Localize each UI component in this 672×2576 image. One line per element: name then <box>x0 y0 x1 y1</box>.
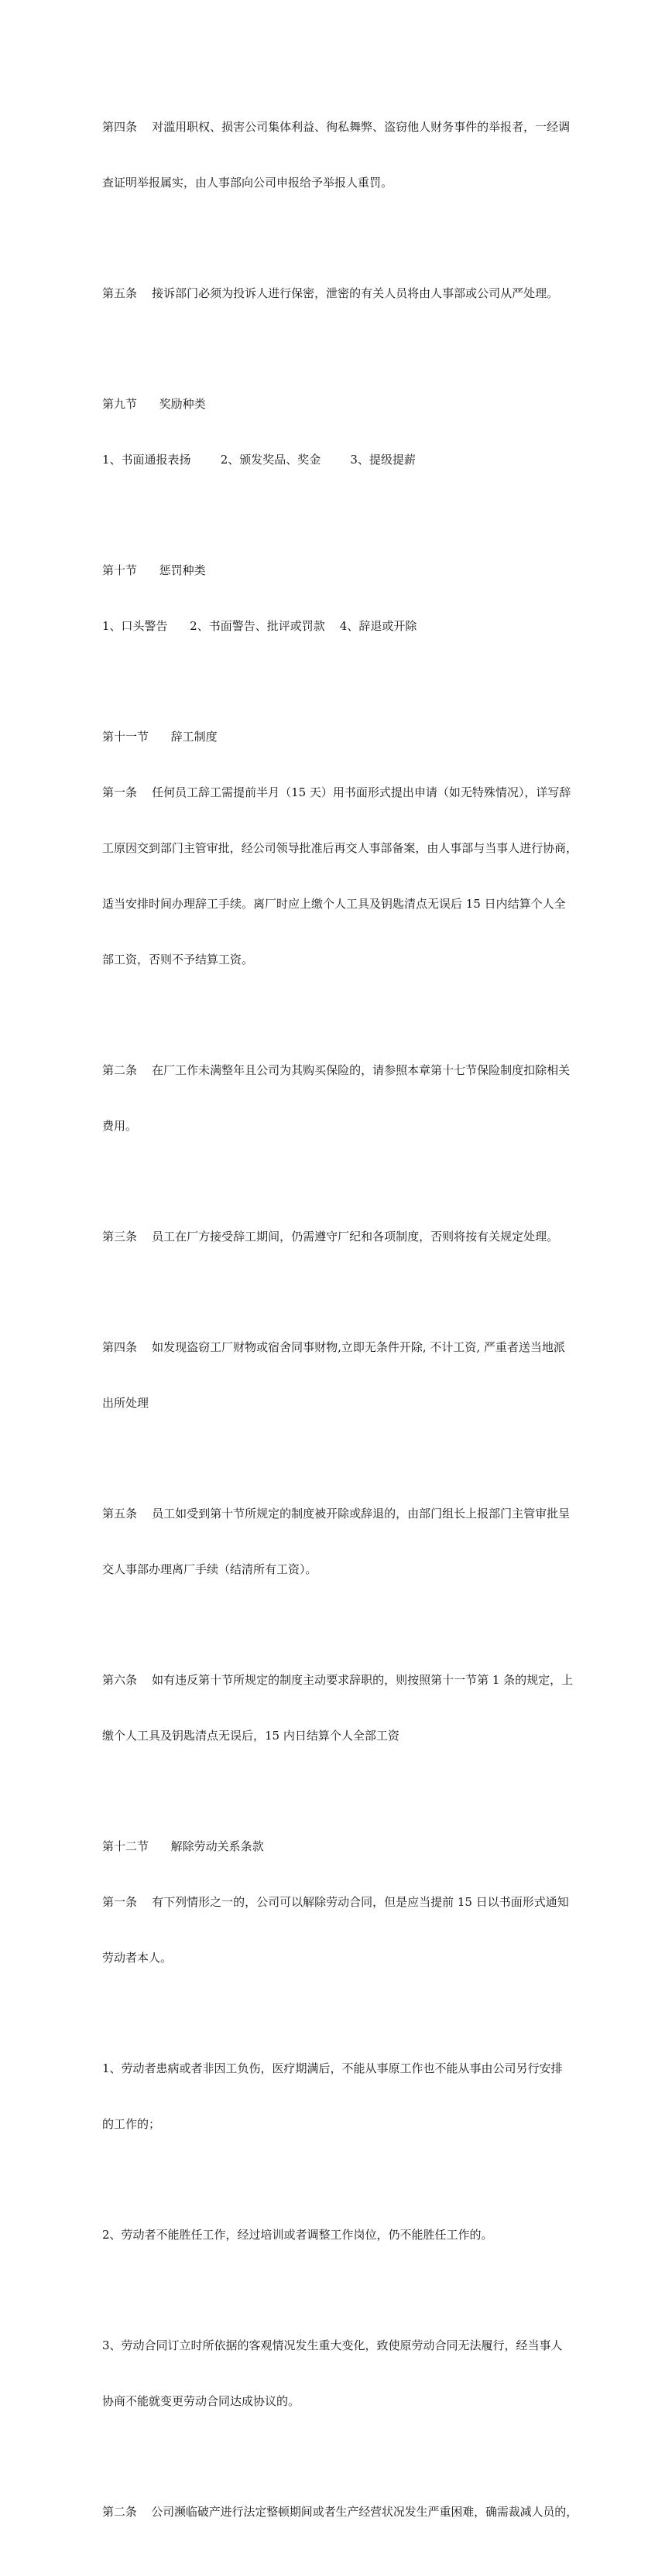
section-heading: 第十节 惩罚种类 <box>102 563 206 577</box>
text-line: 第四条 对滥用职权、损害公司集体利益、徇私舞弊、盗窃他人财务事件的举报者，一经调 <box>102 120 571 134</box>
section-heading: 第十二节 解除劳动关系条款 <box>102 1839 264 1853</box>
article-4-reporting-reward <box>102 80 578 229</box>
text-line: 第四条 如发现盗窃工厂财物或宿舍同事财物,立即无条件开除, 不计工资, 严重者送当地派 <box>102 1340 565 1354</box>
text-line: 第五条 员工如受到第十节所规定的制度被开除或辞退的，由部门组长上报部门主管审批呈 <box>102 1507 571 1521</box>
text-line: 第二条 公司濒临破产进行法定整顿期间或者生产经营状况发生严重困难，确需裁减人员的， <box>102 2505 578 2519</box>
resignation-article-3 <box>102 1190 578 1283</box>
section-9-reward-types <box>102 357 578 506</box>
article-5-confidentiality <box>102 247 578 340</box>
resignation-article-5 <box>102 1467 578 1616</box>
resignation-article-6 <box>102 1634 578 1782</box>
text-line: 1、书面通报表扬 2、颁发奖品、奖金 3、提级提薪 <box>102 453 416 467</box>
text-line: 工原因交到部门主管审批，经公司领导批准后再交人事部备案，由人事部与当事人进行协商， <box>102 841 578 855</box>
text-line: 查证明举报属实，由人事部向公司申报给予举报人重罚。 <box>102 176 393 190</box>
section-heading: 第九节 奖励种类 <box>102 397 206 411</box>
document-page <box>102 80 578 2576</box>
text-line: 费用。 <box>102 1119 138 1133</box>
text-line: 第一条 任何员工辞工需提前半月（15 天）用书面形式提出申请（如无特殊情况），详写辞 <box>102 785 571 799</box>
text-line: 出所处理 <box>102 1396 149 1410</box>
section-heading: 第十一节 辞工制度 <box>102 730 218 744</box>
text-line: 1、劳动者患病或者非因工负伤，医疗期满后，不能从事原工作也不能从事由公司另行安排 <box>102 2061 563 2075</box>
text-line: 1、口头警告 2、书面警告、批评或罚款 4、辞退或开除 <box>102 619 417 633</box>
text-line: 第二条 在厂工作未满整年且公司为其购买保险的，请参照本章第十七节保险制度扣除相关 <box>102 1063 571 1077</box>
text-line: 适当安排时间办理辞工手续。离厂时应上缴个人工具及钥匙清点无误后 15 日内结算个人全 <box>102 897 566 911</box>
text-line: 交人事部办理离厂手续（结清所有工资）。 <box>102 1562 317 1576</box>
text-line: 3、劳动合同订立时所依据的客观情况发生重大变化，致使原劳动合同无法履行，经当事人 <box>102 2338 563 2352</box>
termination-item-1 <box>102 2022 578 2171</box>
resignation-article-2 <box>102 1024 578 1172</box>
text-line: 第五条 接诉部门必须为投诉人进行保密，泄密的有关人员将由人事部或公司从严处理。 <box>102 286 559 300</box>
text-line: 缴个人工具及钥匙清点无误后，15 内日结算个人全部工资 <box>102 1729 399 1743</box>
text-line: 2、劳动者不能胜任工作，经过培训或者调整工作岗位，仍不能胜任工作的。 <box>102 2228 493 2242</box>
section-11-resignation <box>102 690 578 1006</box>
termination-item-2 <box>102 2188 578 2281</box>
text-line: 的工作的； <box>102 2117 161 2131</box>
text-line: 第三条 员工在厂方接受辞工期间，仍需遵守厂纪和各项制度，否则将按有关规定处理。 <box>102 1230 559 1244</box>
text-line: 第六条 如有违反第十节所规定的制度主动要求辞职的，则按照第十一节第 1 条的规定，上 <box>102 1673 574 1687</box>
resignation-article-4 <box>102 1301 578 1449</box>
text-line: 第一条 有下列情形之一的，公司可以解除劳动合同，但是应当提前 15 日以书面形式通知 <box>102 1895 569 1909</box>
section-12-termination <box>102 1800 578 2004</box>
termination-article-2 <box>102 2465 578 2558</box>
text-line: 协商不能就变更劳动合同达成协议的。 <box>102 2394 300 2408</box>
section-10-penalty-types <box>102 524 578 672</box>
text-line: 劳动者本人。 <box>102 1951 173 1965</box>
text-line: 部工资，否则不予结算工资。 <box>102 953 254 966</box>
termination-item-3 <box>102 2299 578 2448</box>
